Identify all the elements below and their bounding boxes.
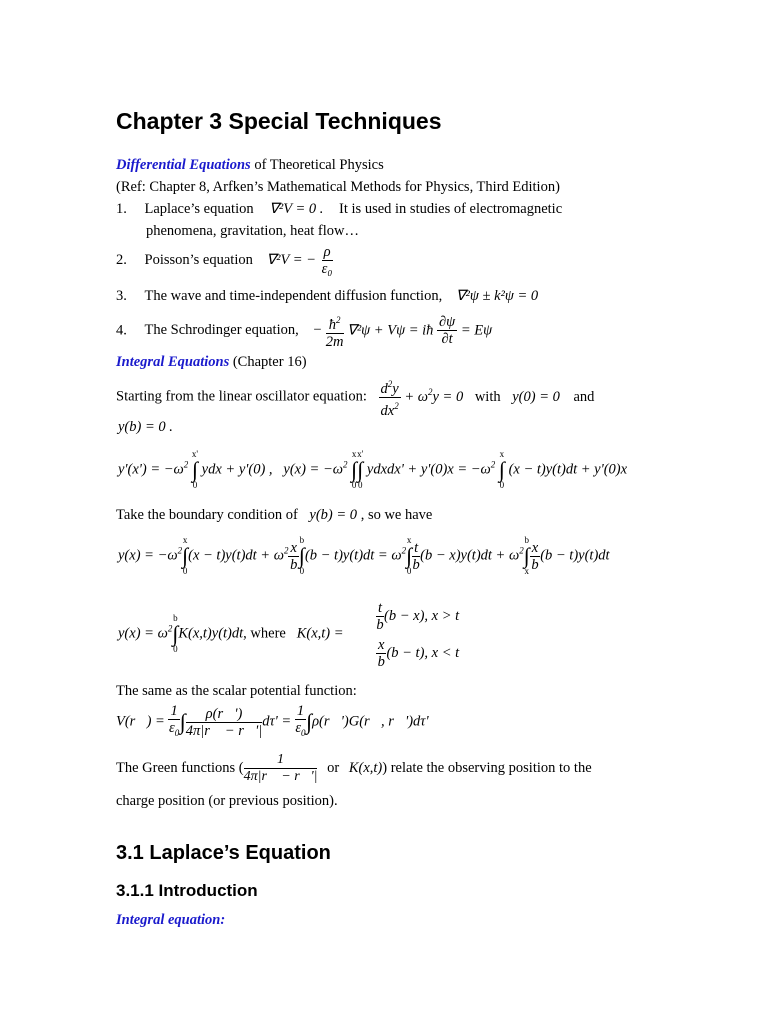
integral-eq-rest: (Chapter 16) [232, 354, 307, 370]
list-num: 2. [116, 251, 127, 268]
schrodinger-eq: ∇²ψ + Vψ = iħ [347, 322, 434, 339]
hbar-fraction: $\frac{ħ^2}{2m}$ [326, 312, 344, 350]
list-tail: It is used in studies of electromagnetic [339, 201, 563, 217]
green-line: The Green functions ( $\frac{1}{4\pi|r⃗ - r⃗'|}$ or K(x,t)) relate the observing position to the [116, 752, 592, 784]
cond-y0: y(0) = 0 [512, 388, 560, 405]
integral-equation-label: Integral equation: [116, 912, 226, 928]
kernel-case-1: $\frac{t}{b}$ (b − x), x > t [376, 600, 460, 633]
oscillator-line: Starting from the linear oscillator equation: $\frac{d^2y}{dx^2}$ + $\omega^2y = 0$ with y(0) = 0 and [116, 376, 594, 419]
partial-fraction: $\frac{\partial\psi}{\partial t}$ [439, 314, 456, 348]
list-label: Laplace’s equation [144, 201, 254, 217]
list-num: 3. [116, 288, 127, 304]
equation-yprime: $y'(x') = -\omega^2$ x' ∫ 0 ydx + y'(0) , $y(x) = -\omega^2$ x ∫ 0 x' ∫ 0 ydxdx' + $y'(0)x = -\omega^2$ x ∫ 0 (x − t)y(t)dt + y'(0)x [118, 449, 628, 490]
schrodinger-eq-end: = Eψ [460, 322, 493, 339]
boundary-line: Take the boundary condition of y(b) = 0 , so we have [116, 507, 433, 523]
cond-yb-2: y(b) = 0 [309, 507, 358, 523]
kernel-kxt: K(x,t) [348, 759, 383, 776]
list-item-1 [116, 200, 562, 218]
list-label: The wave and time-independent diffusion function, [144, 288, 443, 304]
list-item-4: 4. The Schrodinger equation, − $\frac{ħ^2}{2m}$ ∇²ψ + Vψ = iħ $\frac{\partial\psi}{\partial t}$ = Eψ [116, 312, 492, 350]
section-3-1-1-title: 3.1.1 Introduction [116, 881, 258, 900]
integral-equations-link[interactable]: Integral Equations [116, 354, 230, 370]
scalar-text: The same as the scalar potential function: [116, 683, 357, 699]
equation-scalar-potential: V(r⃗) = $\frac{1}{\varepsilon_0}$ ∫ $\frac{\rho(r⃗')}{4\pi|r⃗ - r⃗'|}$ dτ' = $\frac{1}{\varepsilon_0}$ ∫ ρ(r⃗')G(r⃗, r⃗')dτ' [116, 703, 429, 739]
poisson-fraction: $\frac{\rho}{\text{ε₀}}$ [321, 244, 333, 277]
equation-yx-expanded: $y(x) = -\omega^2$ x ∫ 0 $(x - t)y(t)dt + \omega^2$ $\frac{x}{b}$ b ∫ 0 $(b - t)y(t)dt = \omega^2$ x ∫ 0 $\frac{t}{b}$ $(b - x)y(t)dt + \omega^2$ b ∫ x $\frac{x}{b}$ (b − t)y(t)dt [118, 535, 610, 576]
list-num: 1. [116, 201, 127, 217]
differential-equations-link[interactable]: Differential Equations [116, 157, 251, 173]
green-line-2: charge position (or previous position). [116, 793, 338, 809]
list-item-2 [116, 244, 333, 277]
poisson-eq: ∇²V = − [266, 251, 316, 268]
page-title: Chapter 3 Special Techniques [116, 108, 442, 134]
list-item-1-cont: phenomena, gravitation, heat flow… [146, 223, 360, 239]
list-label: Poisson’s equation [144, 251, 253, 268]
section-3-1-title: 3.1 Laplace’s Equation [116, 842, 331, 864]
wave-eq: ∇²ψ ± k²ψ = 0 [455, 288, 539, 304]
list-label: The Schrodinger equation, [144, 322, 299, 339]
kernel-case-2: $\frac{x}{b}$ (b − t), x < t [377, 637, 460, 670]
integral-eq-line [116, 353, 307, 371]
oscillator-text: Starting from the linear oscillator equation: [116, 388, 367, 405]
intro-line [116, 156, 384, 174]
list-item-3 [116, 287, 538, 305]
equation-kernel: $y(x) = \omega^2$ b ∫ 0 K(x,t)y(t)dt, where K(x,t) = [118, 613, 344, 654]
laplace-eq: ∇²V = 0 . [269, 201, 324, 217]
cond-yb: y(b) = 0 . [118, 419, 173, 435]
intro-rest: of Theoretical Physics [254, 157, 384, 173]
list-num: 4. [116, 322, 127, 339]
reference-line: (Ref: Chapter 8, Arfken’s Mathematical Methods for Physics, Third Edition) [116, 179, 560, 195]
